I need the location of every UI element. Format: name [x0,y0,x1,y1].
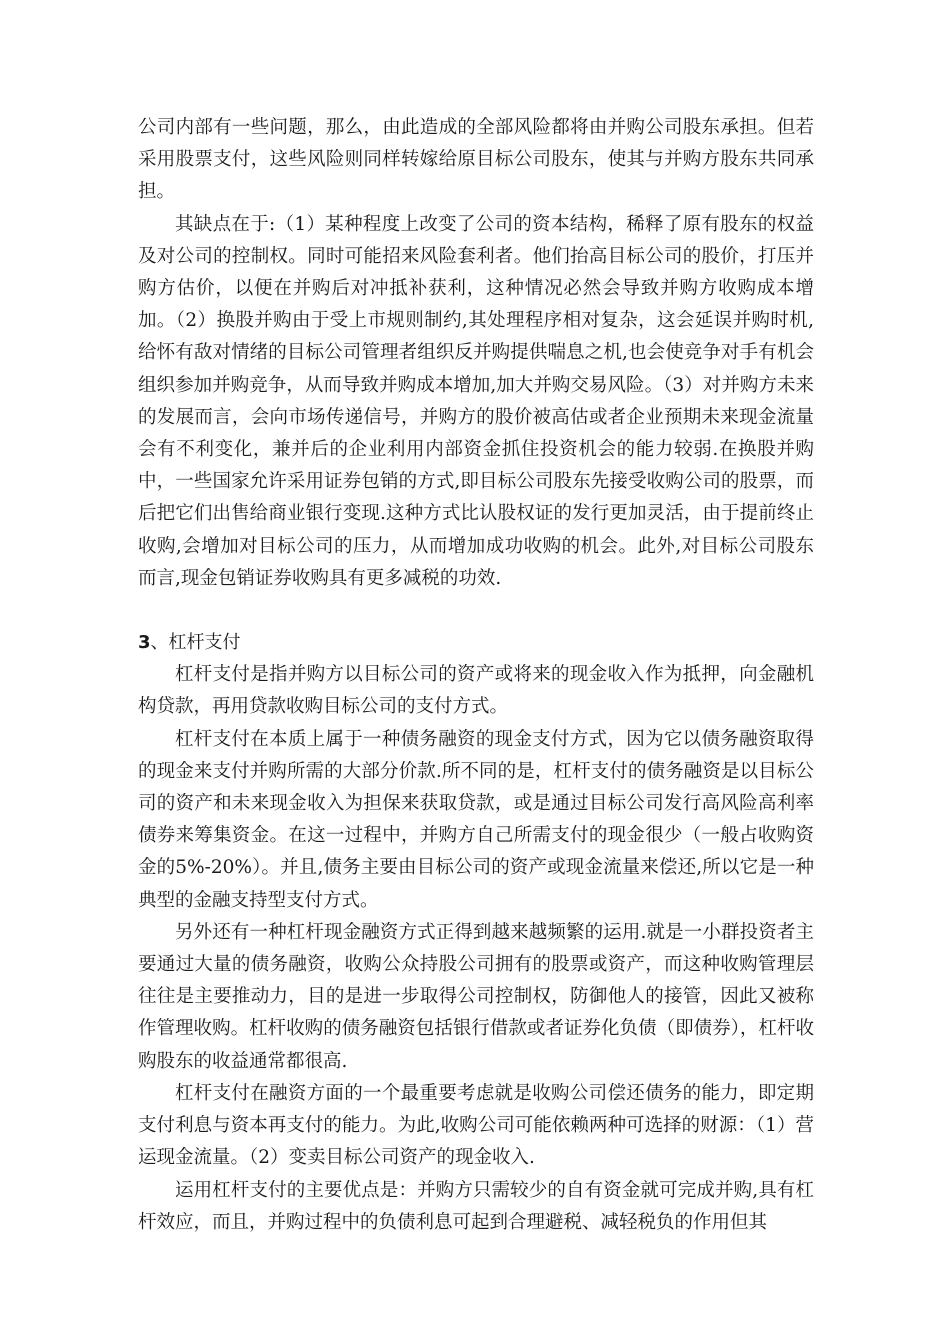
paragraph-leverage-financing: 杠杆支付在融资方面的一个最重要考虑就是收购公司偿还债务的能力，即定期支付利息与资本再支付的能力。为此,收购公司可能依赖两种可选择的财源：（1）营运现金流量。（2）变卖目标公司资产的现金收入. [138,1082,814,1169]
document-body [138,112,814,1239]
paragraph-leverage-nature: 杠杆支付在本质上属于一种债务融资的现金支付方式，因为它以债务融资取得的现金来支付并购所需的大部分价款.所不同的是，杠杆支付的债务融资是以目标公司的资产和未来现金收入为担保来获取贷款，或是通过目标公司发行高风险高利率债券来筹集资金。在这一过程中，并购方自己所需支付的现金很少（一般占收购资金的5%-20%）。并且,债务主要由目标公司的资产或现金流量来偿还,所以它是一种典型的金融支持型支付方式。 [138,728,814,911]
paragraph-disadvantages: 其缺点在于:（1）某种程度上改变了公司的资本结构，稀释了原有股东的权益及对公司的控制权。同时可能招来风险套利者。他们抬高目标公司的股价，打压并购方估价，以便在并购后对冲抵补获利，这种情况必然会导致并购方收购成本增加。（2）换股并购由于受上市规则制约,其处理程序相对复杂，这会延误并购时机,给怀有敌对情绪的目标公司管理者组织反并购提供喘息之机,也会使竞争对手有机会组织参加并购竞争，从而导致并购成本增加,加大并购交易风险。（3）对并购方未来的发展而言，会向市场传递信号，并购方的股价被高估或者企业预期未来现金流量会有不利变化，兼并后的企业利用内部资金抓住投资机会的能力较弱.在换股并购中，一些国家允许采用证券包销的方式,即目标公司股东先接受收购公司的股票，而后把它们出售给商业银行变现.这种方式比认股权证的发行更加灵活，由于提前终止收购,会增加对目标公司的压力，从而增加成功收购的机会。此外,对目标公司股东而言,现金包销证券收购具有更多减税的功效. [138,213,814,589]
paragraph-leverage-advantages: 运用杠杆支付的主要优点是：并购方只需较少的自有资金就可完成并购,具有杠杆效应，而且，并购过程中的负债利息可起到合理避税、减轻税负的作用但其 [138,1179,814,1233]
section-number: 3 [138,632,151,654]
paragraph-leverage-mbo: 另外还有一种杠杆现金融资方式正得到越来越频繁的运用.就是一小群投资者主要通过大量的债务融资，收购公众持股公司拥有的股票或资产，而这种收购管理层往往是主要推动力，目的是进一步取得公司控制权，防御他人的接管，因此又被称作管理收购。杠杆收购的债务融资包括银行借款或者证券化负债（即债券），杠杆收购股东的收益通常都很高. [138,921,814,1072]
section-title: 杠杆支付 [168,632,241,654]
paragraph-leverage-definition: 杠杆支付是指并购方以目标公司的资产或将来的现金收入作为抵押，向金融机构贷款，再用贷款收购目标公司的支付方式。 [138,664,814,718]
section-separator: 、 [150,632,169,654]
paragraph-continuation: 公司内部有一些问题，那么，由此造成的全部风险都将由并购公司股东承担。但若采用股票支付，这些风险则同样转嫁给原目标公司股东，使其与并购方股东共同承担。 [138,117,814,203]
section-heading [138,627,814,659]
